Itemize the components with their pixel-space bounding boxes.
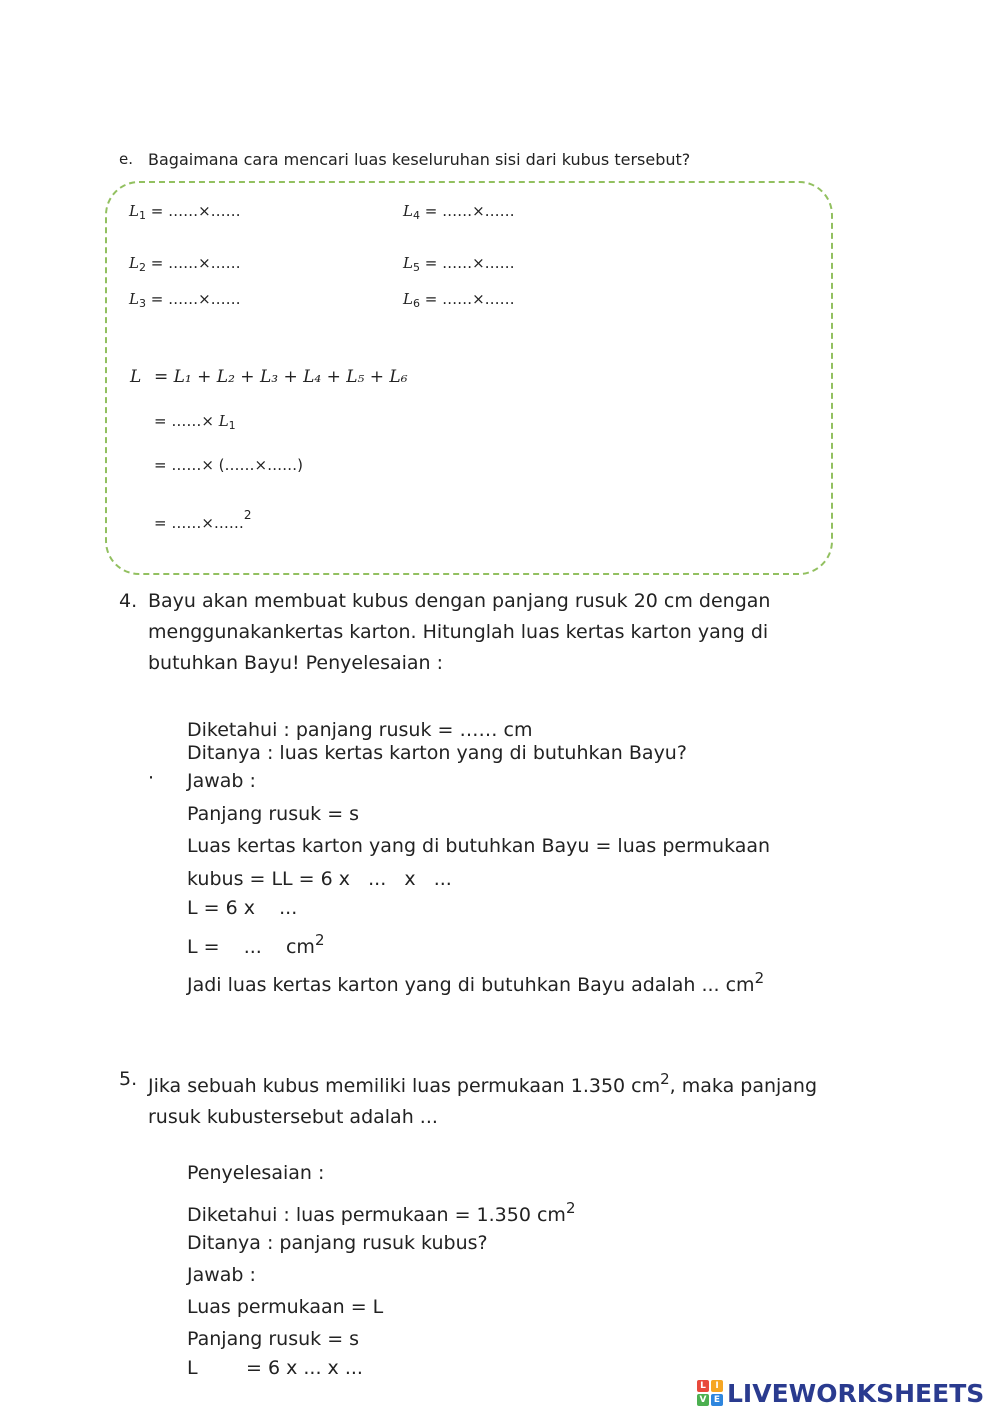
- q4-number: 4.: [119, 590, 138, 612]
- face-area-4: [403, 202, 515, 222]
- q5-line-3-rhs[interactable]: = 6 x ... x ...: [246, 1357, 363, 1379]
- q4-dot: ·: [148, 767, 155, 789]
- q5-line-2: Panjang rusuk = s: [187, 1328, 360, 1350]
- q5-known-exponent: 2: [565, 1199, 576, 1217]
- face-area-2: [129, 254, 241, 274]
- logo-letter: V: [697, 1394, 709, 1406]
- face-sub: 6: [412, 297, 420, 310]
- logo-letter: I: [711, 1380, 723, 1392]
- q4-conclusion-exponent: 2: [754, 969, 765, 987]
- face-area-5: [403, 254, 515, 274]
- q5-asked: Ditanya : panjang rusuk kubus?: [187, 1232, 488, 1254]
- q5-text-exponent: 2: [660, 1070, 670, 1088]
- blank-expr[interactable]: = ……×……: [424, 254, 515, 272]
- face-sub: 4: [412, 209, 420, 222]
- face-sub: 2: [138, 261, 146, 274]
- q5-text-b: , maka panjang rusuk kubustersebut adalah ...: [148, 1075, 818, 1128]
- face-label: L: [129, 290, 139, 308]
- face-label: L: [129, 254, 139, 272]
- liveworksheets-brand: [697, 1378, 984, 1408]
- total-area-step-3[interactable]: [154, 508, 252, 532]
- step3-expr: = ……×……: [154, 514, 244, 532]
- q4-text: Bayu akan membuat kubus dengan panjang rusuk 20 cm dengan menggunakankertas karton. Hitunglah luas kertas karton yang di butuhkan Bayu! Penyelesaian :: [148, 590, 771, 674]
- q4-answer-label: Jawab :: [187, 770, 256, 792]
- step1-var: L: [218, 412, 229, 430]
- q5-known-text: Diketahui : luas permukaan = 1.350 cm: [187, 1204, 566, 1226]
- liveworksheets-logo-icon: [697, 1380, 723, 1406]
- q4-line-5-text: L = ... cm: [187, 936, 315, 958]
- step1-sub: 1: [228, 419, 236, 432]
- q4-line-2: Luas kertas karton yang di butuhkan Bayu = luas permukaan: [187, 835, 771, 857]
- brand-name: LIVEWORKSHEETS: [727, 1378, 985, 1408]
- total-area-lhs: L: [130, 367, 142, 387]
- q4-known[interactable]: Diketahui : panjang rusuk = …… cm: [187, 719, 533, 741]
- face-area-3: [129, 290, 241, 310]
- blank-expr[interactable]: = ……×……: [424, 290, 515, 308]
- logo-letter: E: [711, 1394, 723, 1406]
- logo-letter: L: [697, 1380, 709, 1392]
- q4-conclusion[interactable]: [187, 969, 764, 996]
- q5-text-a: Jika sebuah kubus memiliki luas permukaan 1.350 cm: [148, 1075, 661, 1097]
- face-label: L: [403, 202, 413, 220]
- step1-prefix: = ……×: [154, 412, 214, 430]
- q5-line-3-lhs: L: [187, 1357, 198, 1379]
- face-label: L: [403, 254, 413, 272]
- q5-text: [148, 1064, 853, 1133]
- face-label: L: [129, 202, 139, 220]
- blank-expr[interactable]: = ……×……: [150, 290, 241, 308]
- q5-number: 5.: [119, 1068, 138, 1090]
- q4-conclusion-text: Jadi luas kertas karton yang di butuhkan Bayu adalah ... cm: [187, 974, 755, 996]
- total-area-sum: = L₁ + L₂ + L₃ + L₄ + L₅ + L₆: [154, 367, 408, 387]
- total-area-step-2[interactable]: = ……× (……×……): [154, 456, 303, 474]
- step3-exponent: 2: [243, 508, 252, 522]
- face-area-6: [403, 290, 515, 310]
- face-sub: 5: [412, 261, 420, 274]
- q5-solution-label: Penyelesaian :: [187, 1162, 325, 1184]
- blank-expr[interactable]: = ……×……: [150, 254, 241, 272]
- part-e-label: e.: [119, 150, 133, 168]
- face-area-1: [129, 202, 241, 222]
- q4-asked: Ditanya : luas kertas karton yang di butuhkan Bayu?: [187, 742, 687, 764]
- blank-expr[interactable]: = ……×……: [150, 202, 241, 220]
- q4-line-3[interactable]: kubus = LL = 6 x ... x ...: [187, 868, 452, 890]
- blank-expr[interactable]: = ……×……: [424, 202, 515, 220]
- q5-line-1: Luas permukaan = L: [187, 1296, 384, 1318]
- q5-known: [187, 1199, 575, 1226]
- q4-line-1: Panjang rusuk = s: [187, 803, 360, 825]
- face-label: L: [403, 290, 413, 308]
- q4-line-4[interactable]: L = 6 x ...: [187, 897, 298, 919]
- total-area-step-1[interactable]: [154, 412, 236, 432]
- q5-answer-label: Jawab :: [187, 1264, 256, 1286]
- q4-line-5[interactable]: [187, 931, 324, 958]
- face-sub: 3: [138, 297, 146, 310]
- part-e-question: Bagaimana cara mencari luas keseluruhan sisi dari kubus tersebut?: [148, 150, 691, 169]
- face-sub: 1: [138, 209, 146, 222]
- q4-line-5-exponent: 2: [314, 931, 325, 949]
